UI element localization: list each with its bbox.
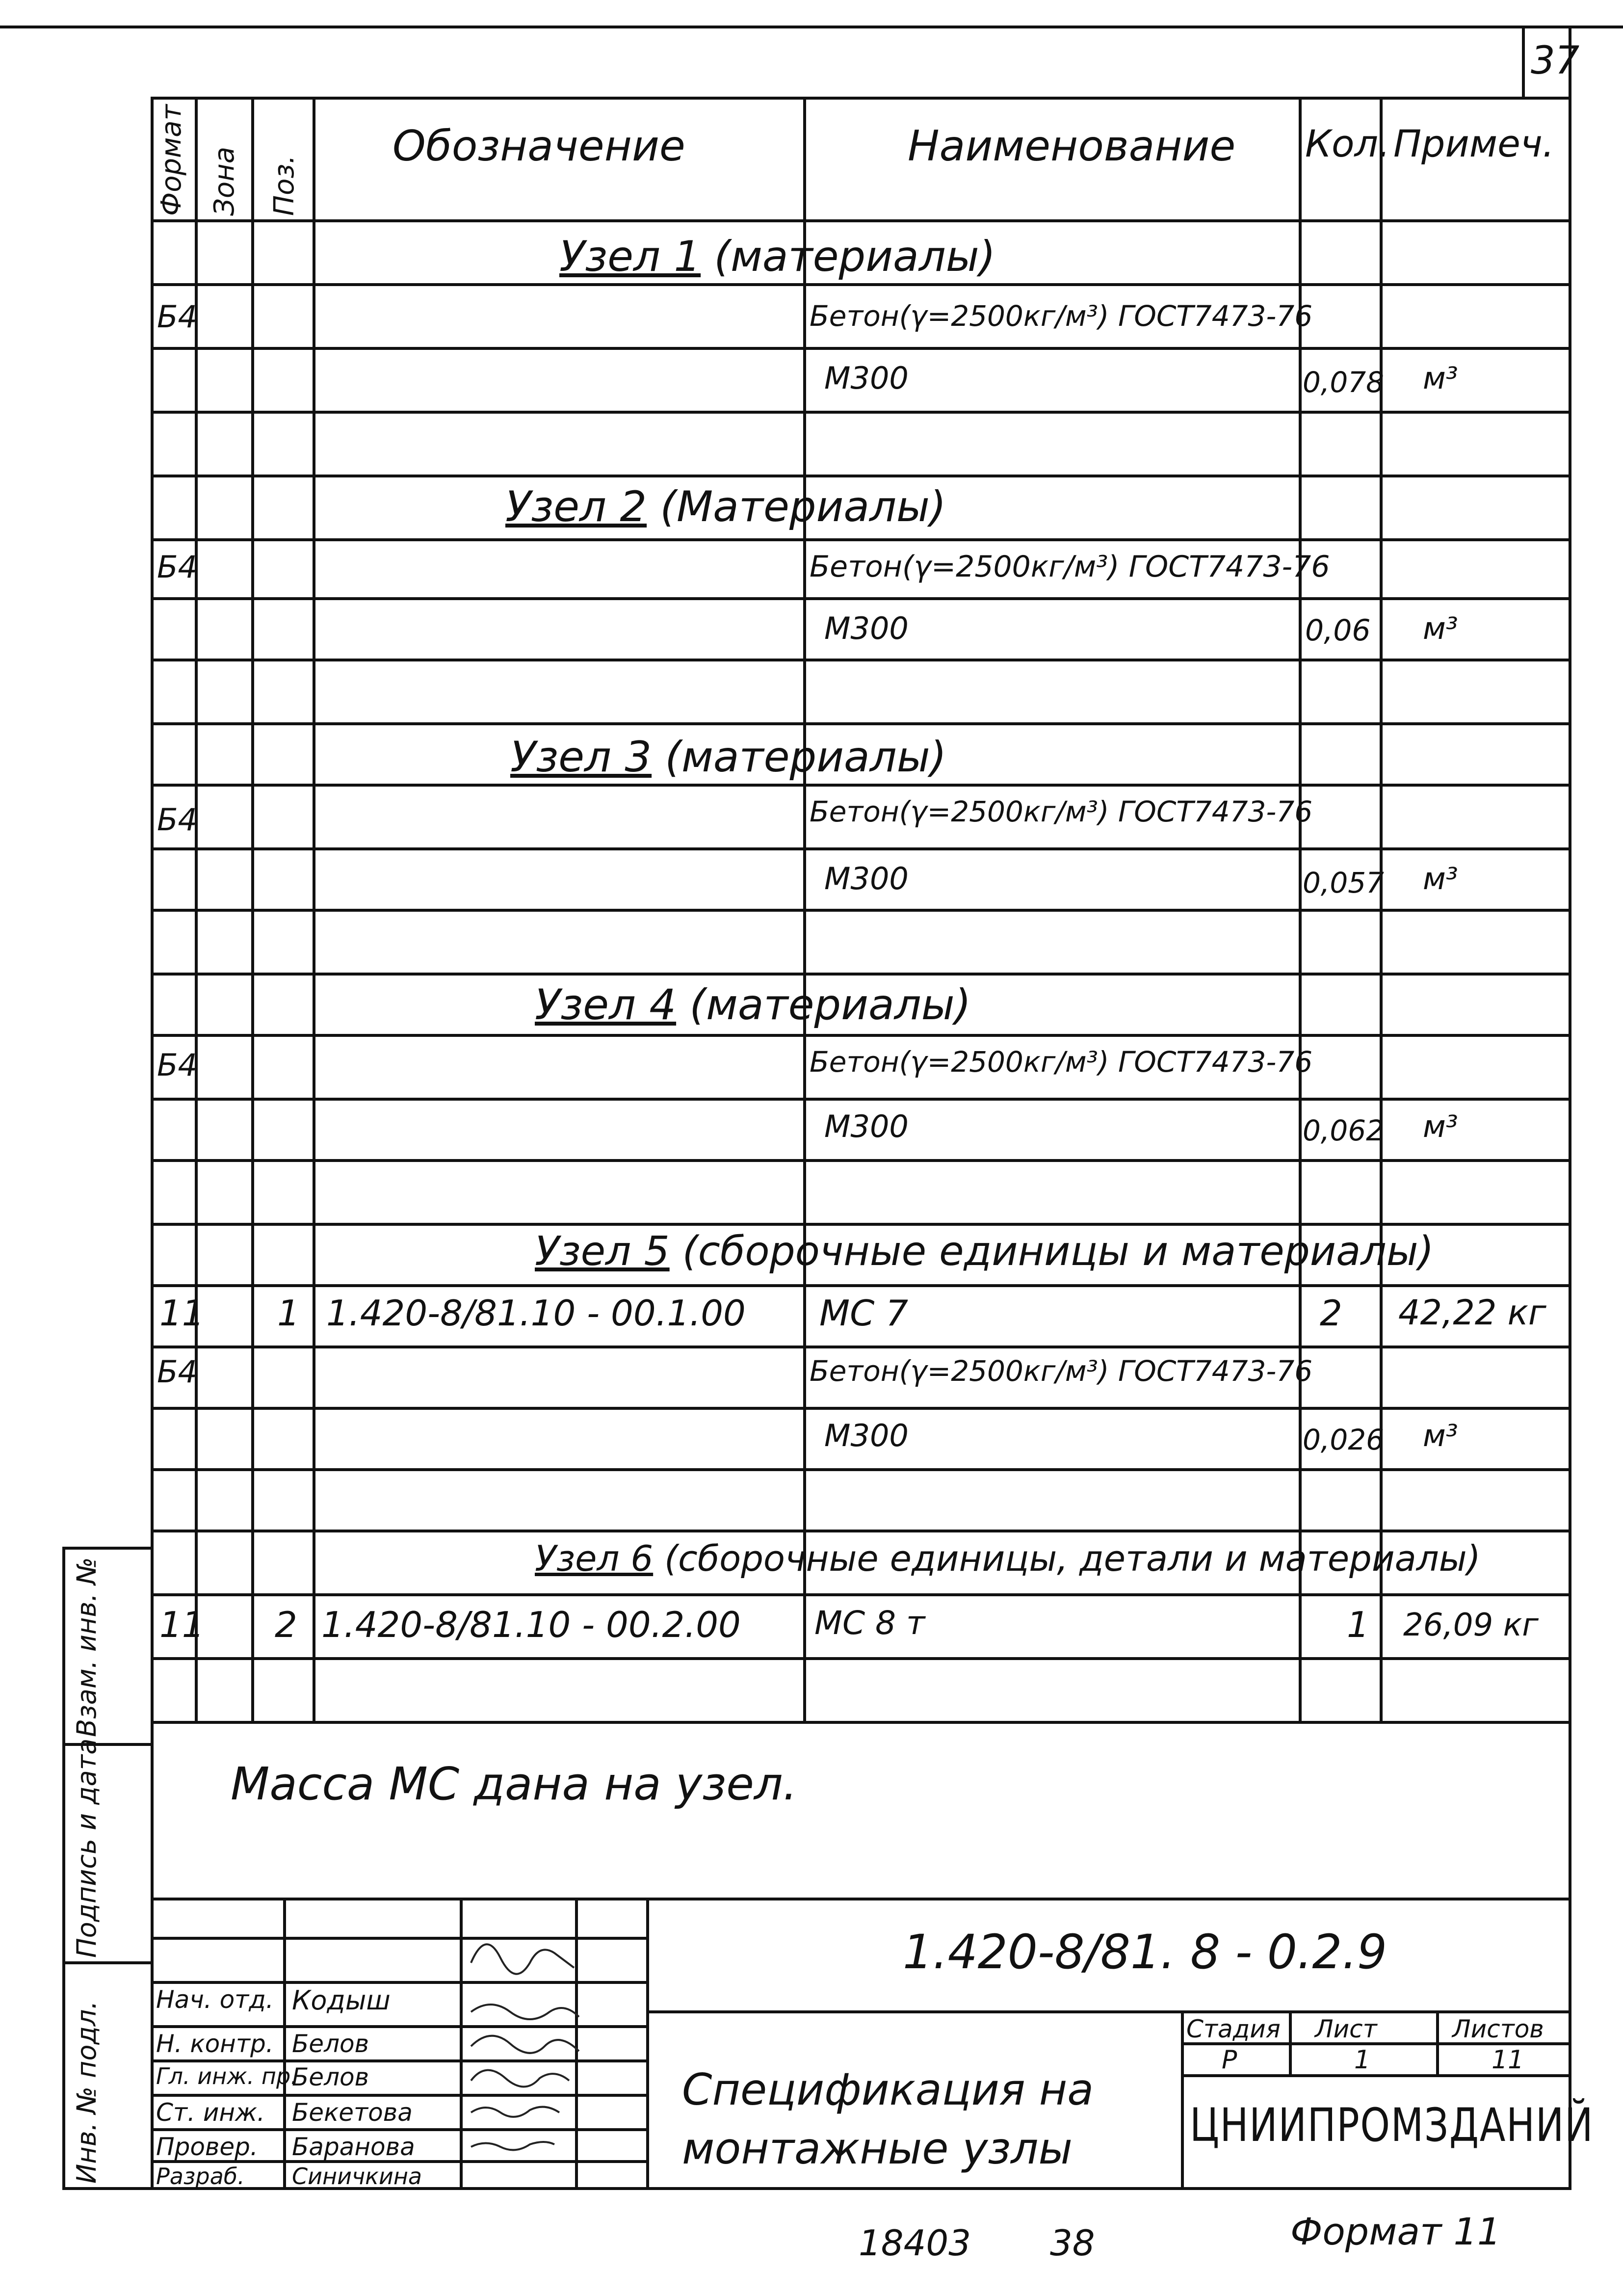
person-name: Баранова xyxy=(292,2133,415,2161)
signatures xyxy=(471,1944,579,2150)
row-format: 11 xyxy=(159,1293,205,1334)
row-pos: 1 xyxy=(277,1293,300,1334)
row-qty: 0,026 xyxy=(1303,1423,1385,1456)
person-name: Кодыш xyxy=(292,1985,391,2016)
sheet-value: 1 xyxy=(1354,2045,1371,2075)
organization-name: ЦНИИПРОМЗДАНИЙ xyxy=(1190,2099,1594,2152)
row-designation: 1.420-8/81.10 - 00.1.00 xyxy=(326,1293,746,1334)
row-qty: 2 xyxy=(1320,1293,1342,1334)
row-note: м³ xyxy=(1423,1418,1458,1453)
section-title-5: Узел 5 (сборочные единицы и материалы) xyxy=(535,1228,1434,1275)
role-label: Гл. инж. пр. xyxy=(156,2063,298,2089)
row-designation: 1.420-8/81.10 - 00.2.00 xyxy=(321,1604,741,1645)
row-note: 26,09 кг xyxy=(1403,1607,1539,1643)
row-format: Б4 xyxy=(157,1047,197,1083)
row-note: м³ xyxy=(1423,360,1458,396)
row-note: 42,22 кг xyxy=(1398,1293,1546,1333)
section-title-1: Узел 1 (материалы) xyxy=(559,232,996,281)
row-qty: 0,06 xyxy=(1305,613,1371,648)
row-name: МС 8 т xyxy=(814,1604,925,1642)
note-text: Масса МС дана на узел. xyxy=(231,1758,797,1810)
person-name: Белов xyxy=(292,2063,369,2091)
row-name: М300 xyxy=(824,360,909,396)
sheets-value: 11 xyxy=(1492,2045,1524,2075)
row-name: М300 xyxy=(824,1418,909,1453)
header-zone: Зона xyxy=(209,146,240,216)
section-title-4: Узел 4 (материалы) xyxy=(535,980,971,1029)
person-name: Синичкина xyxy=(292,2163,422,2190)
row-name: М300 xyxy=(824,861,909,897)
section-title-3: Узел 3 (материалы) xyxy=(510,733,947,782)
role-label: Разраб. xyxy=(156,2163,245,2190)
doc-code: 1.420-8/81. 8 - 0.2.9 xyxy=(903,1925,1387,1979)
row-name: Бетон(γ=2500кг/м³) ГОСТ7473-76 xyxy=(810,550,1330,584)
row-format: Б4 xyxy=(157,549,197,585)
row-note: м³ xyxy=(1423,861,1458,897)
row-name: МС 7 xyxy=(819,1293,909,1334)
row-qty: 1 xyxy=(1347,1604,1369,1645)
footer-number: 18403 xyxy=(859,2222,971,2264)
doc-title-line-2: монтажные узлы xyxy=(682,2123,1073,2174)
row-name: М300 xyxy=(824,1108,909,1144)
section-title-6: Узел 6 (сборочные единицы, детали и материалы) xyxy=(535,1538,1481,1579)
role-label: Нач. отд. xyxy=(156,1985,274,2014)
role-label: Ст. инж. xyxy=(156,2098,265,2127)
side-label-inv-dup: Взам. инв. № xyxy=(71,1557,102,1737)
row-name: Бетон(γ=2500кг/м³) ГОСТ7473-76 xyxy=(810,1354,1313,1388)
row-qty: 0,078 xyxy=(1303,366,1385,399)
row-qty: 0,057 xyxy=(1303,866,1385,899)
row-note: м³ xyxy=(1423,610,1458,646)
sheet-number: 37 xyxy=(1531,39,1580,83)
header-pos: Поз. xyxy=(268,155,300,216)
row-format: Б4 xyxy=(157,802,197,838)
row-format: Б4 xyxy=(157,299,197,335)
header-qty: Кол. xyxy=(1305,122,1390,165)
role-label: Провер. xyxy=(156,2133,258,2161)
side-label-sign-date: Подпись и дата xyxy=(71,1738,102,1958)
section-title-2: Узел 2 (Материалы) xyxy=(505,482,946,531)
row-name: Бетон(γ=2500кг/м³) ГОСТ7473-76 xyxy=(810,795,1313,828)
sheets-label: Листов xyxy=(1452,2015,1544,2043)
row-format: Б4 xyxy=(157,1354,197,1390)
row-name: Бетон(γ=2500кг/м³) ГОСТ7473-76 xyxy=(810,1045,1313,1079)
header-name: Наименование xyxy=(908,122,1236,171)
doc-title-line-1: Спецификация на xyxy=(682,2064,1094,2115)
stage-label: Стадия xyxy=(1186,2015,1281,2043)
row-pos: 2 xyxy=(275,1604,297,1645)
row-qty: 0,062 xyxy=(1303,1114,1385,1147)
header-format: Формат xyxy=(156,104,187,216)
footer-page: 38 xyxy=(1050,2222,1095,2264)
footer-format: Формат 11 xyxy=(1290,2210,1501,2253)
header-designation: Обозначение xyxy=(393,122,685,171)
header-note: Примеч. xyxy=(1393,122,1554,165)
row-note: м³ xyxy=(1423,1108,1458,1144)
role-label: Н. контр. xyxy=(156,2030,274,2058)
person-name: Бекетова xyxy=(292,2098,413,2127)
stage-value: Р xyxy=(1222,2045,1237,2075)
side-label-inv-orig: Инв. № подл. xyxy=(71,2001,102,2184)
person-name: Белов xyxy=(292,2030,369,2058)
row-name: Бетон(γ=2500кг/м³) ГОСТ7473-76 xyxy=(810,299,1313,333)
sheet-label: Лист xyxy=(1315,2015,1377,2043)
row-format: 11 xyxy=(159,1604,205,1645)
row-name: М300 xyxy=(824,610,909,646)
